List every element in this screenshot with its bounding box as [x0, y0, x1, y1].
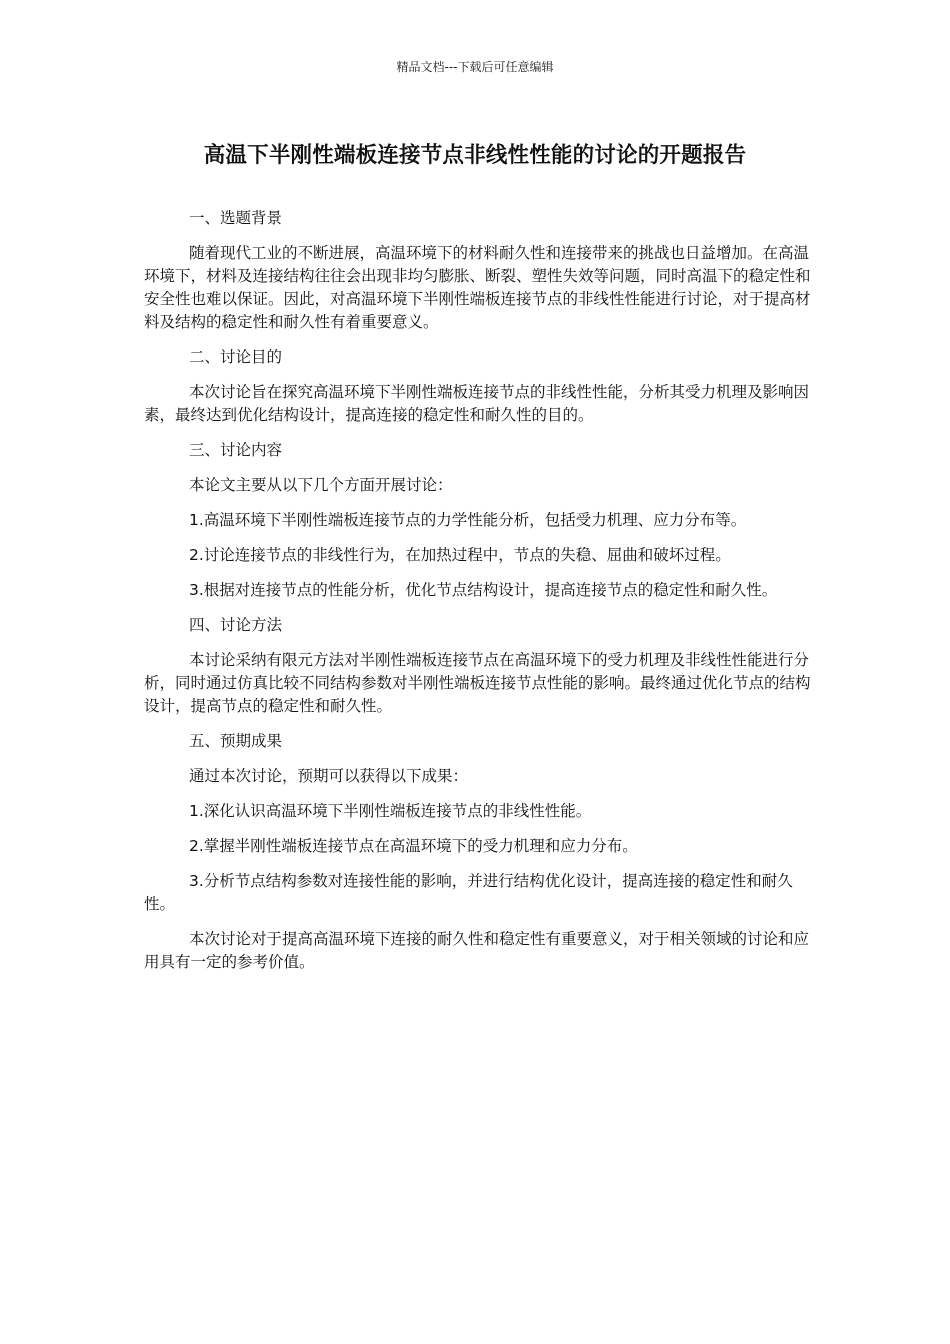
section-expected-results	[144, 730, 816, 974]
section-heading: 五、预期成果	[189, 732, 283, 750]
paragraph: 本次讨论旨在探究高温环境下半刚性端板连接节点的非线性性能，分析其受力机理及影响因素，最终达到优化结构设计，提高连接的稳定性和耐久性的目的。	[144, 383, 810, 424]
paragraph: 本论文主要从以下几个方面开展讨论：	[189, 476, 453, 494]
document-body	[144, 207, 816, 986]
paragraph: 本讨论采纳有限元方法对半刚性端板连接节点在高温环境下的受力机理及非线性性能进行分析，同时通过仿真比较不同结构参数对半刚性端板连接节点性能的影响。最终通过优化节点的结构设计，提高节点的稳定性和耐久性。	[144, 651, 811, 715]
list-item: 3.分析节点结构参数对连接性能的影响，并进行结构优化设计，提高连接的稳定性和耐久性。	[144, 872, 793, 913]
paragraph: 随着现代工业的不断进展，高温环境下的材料耐久性和连接带来的挑战也日益增加。在高温环境下，材料及连接结构往往会出现非均匀膨胀、断裂、塑性失效等问题，同时高温下的稳定性和安全性也难以保证。因此，对高温环境下半刚性端板连接节点的非线性性能进行讨论，对于提高材料及结构的稳定性和耐久性有着重要意义。	[144, 244, 811, 331]
list-item: 1.深化认识高温环境下半刚性端板连接节点的非线性性能。	[189, 802, 592, 820]
section-background	[144, 207, 816, 334]
section-purpose	[144, 346, 816, 427]
list-item: 3.根据对连接节点的性能分析，优化节点结构设计，提高连接节点的稳定性和耐久性。	[189, 581, 778, 599]
paragraph: 通过本次讨论，预期可以获得以下成果：	[189, 767, 469, 785]
section-heading: 三、讨论内容	[189, 441, 283, 459]
header-note: 精品文档---下载后可任意编辑	[396, 60, 554, 74]
section-heading: 一、选题背景	[189, 209, 283, 227]
list-item: 2.掌握半刚性端板连接节点在高温环境下的受力机理和应力分布。	[189, 837, 638, 855]
section-content	[144, 439, 816, 602]
list-item: 2.讨论连接节点的非线性行为，在加热过程中，节点的失稳、屈曲和破坏过程。	[189, 546, 731, 564]
list-item: 1.高温环境下半刚性端板连接节点的力学性能分析，包括受力机理、应力分布等。	[189, 511, 747, 529]
document-title: 高温下半刚性端板连接节点非线性性能的讨论的开题报告	[203, 143, 747, 168]
paragraph: 本次讨论对于提高高温环境下连接的耐久性和稳定性有重要意义，对于相关领域的讨论和应用具有一定的参考价值。	[144, 930, 810, 971]
section-method	[144, 614, 816, 718]
section-heading: 二、讨论目的	[189, 348, 283, 366]
section-heading: 四、讨论方法	[189, 616, 283, 634]
